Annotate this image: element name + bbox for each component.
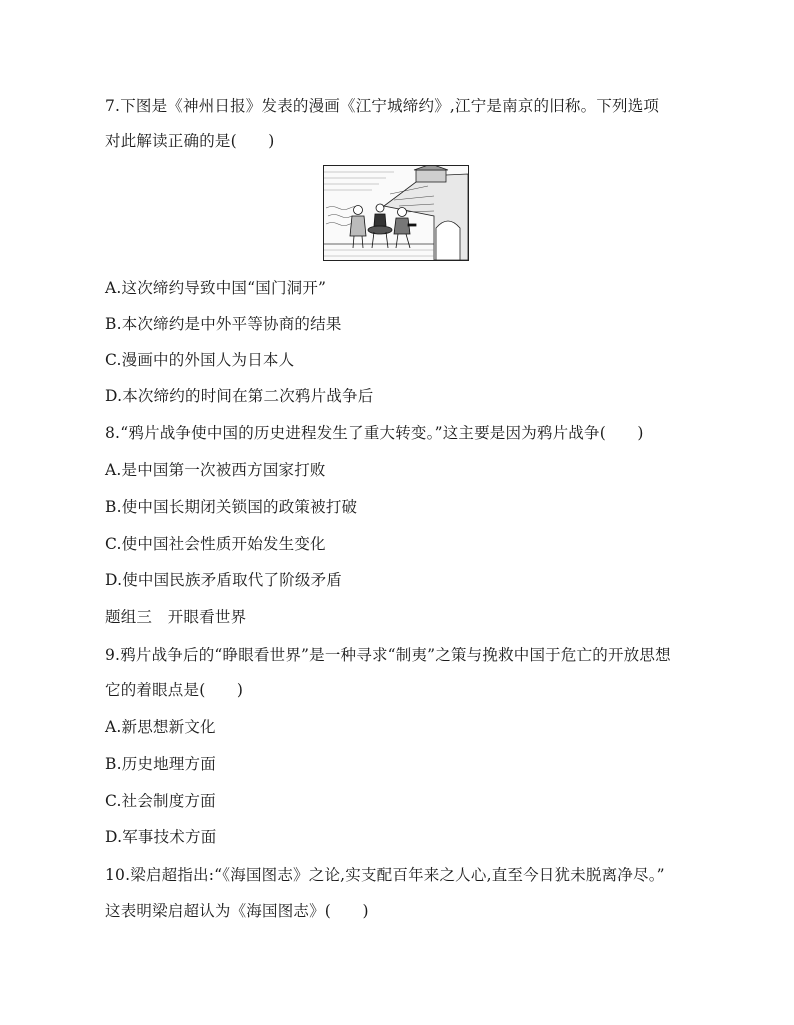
cartoon-illustration — [324, 166, 468, 260]
q9-stem-line2: 它的着眼点是( ) — [105, 681, 244, 699]
q10-stem-line2: 这表明梁启超认为《海国图志》( ) — [105, 902, 369, 920]
q8-option-d: D.使中国民族矛盾取代了阶级矛盾 — [105, 571, 343, 589]
q9-option-c: C.社会制度方面 — [105, 792, 216, 810]
q10-stem-line1: 10.梁启超指出:“《海国图志》之论,实支配百年来之人心,直至今日犹未脱离净尽。” — [105, 866, 665, 884]
q8-option-b: B.使中国长期闭关锁国的政策被打破 — [105, 498, 358, 516]
q9-option-a: A.新思想新文化 — [105, 718, 216, 736]
q9-option-b: B.历史地理方面 — [105, 755, 216, 773]
q7-option-d: D.本次缔约的时间在第二次鸦片战争后 — [105, 387, 374, 405]
q8-option-c: C.使中国社会性质开始发生变化 — [105, 535, 326, 553]
q9-option-d: D.军事技术方面 — [105, 828, 217, 846]
q8-stem: 8.“鸦片战争使中国的历史进程发生了重大转变。”这主要是因为鸦片战争( ) — [105, 424, 644, 442]
q7-cartoon-image — [323, 165, 469, 261]
q7-option-c: C.漫画中的外国人为日本人 — [105, 351, 295, 369]
q9-stem-line1: 9.鸦片战争后的“睁眼看世界”是一种寻求“制夷”之策与挽救中国于危亡的开放思想 — [105, 646, 671, 664]
q7-option-a: A.这次缔约导致中国“国门洞开” — [105, 279, 327, 297]
q7-stem-line2: 对此解读正确的是( ) — [105, 132, 275, 150]
q7-option-b: B.本次缔约是中外平等协商的结果 — [105, 315, 342, 333]
q7-stem-line1: 7.下图是《神州日报》发表的漫画《江宁城缔约》,江宁是南京的旧称。下列选项 — [105, 97, 660, 115]
section-heading: 题组三 开眼看世界 — [105, 608, 247, 626]
q8-option-a: A.是中国第一次被西方国家打败 — [105, 461, 326, 479]
